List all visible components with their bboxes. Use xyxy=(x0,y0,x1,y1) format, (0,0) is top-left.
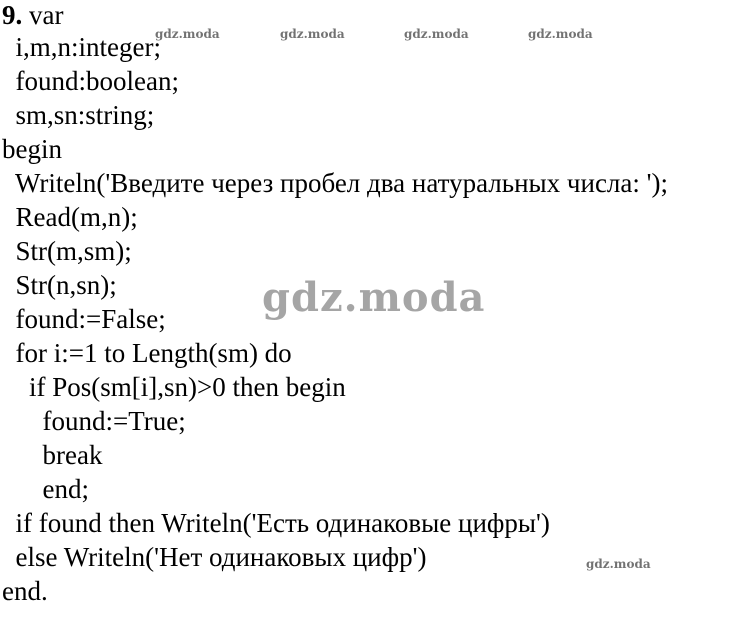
code-line: if Pos(sm[i],sn)>0 then begin xyxy=(2,372,346,402)
code-line: begin xyxy=(2,134,62,164)
code-line: else Writeln('Нет одинаковых цифр') xyxy=(2,542,427,572)
var-keyword: var xyxy=(22,0,64,30)
watermark-text: gdz.moda xyxy=(280,27,345,41)
watermark-text: gdz.moda xyxy=(586,557,651,571)
watermark-text: gdz.moda xyxy=(528,27,593,41)
code-line: Writeln('Введите через пробел два натуральных числа: '); xyxy=(2,168,668,198)
code-line: found:=True; xyxy=(2,406,186,436)
watermark-logo-text: gdz.moda xyxy=(262,274,486,321)
code-line: i,m,n:integer; xyxy=(2,32,161,62)
code-line-header xyxy=(2,0,63,32)
code-line: found:=False; xyxy=(2,304,166,334)
code-line: Str(n,sn); xyxy=(2,270,117,300)
code-line: end. xyxy=(2,576,48,606)
task-number: 9. xyxy=(2,0,23,30)
code-line: if found then Writeln('Есть одинаковые цифры') xyxy=(2,508,550,538)
code-line: found:boolean; xyxy=(2,66,179,96)
code-line: break xyxy=(2,440,103,470)
code-line: sm,sn:string; xyxy=(2,100,155,130)
code-line: Str(m,sm); xyxy=(2,236,132,266)
code-line: Read(m,n); xyxy=(2,202,138,232)
watermark-text: gdz.moda xyxy=(404,27,469,41)
code-line: for i:=1 to Length(sm) do xyxy=(2,338,292,368)
code-line: end; xyxy=(2,474,89,504)
watermark-text: gdz.moda xyxy=(155,27,220,41)
